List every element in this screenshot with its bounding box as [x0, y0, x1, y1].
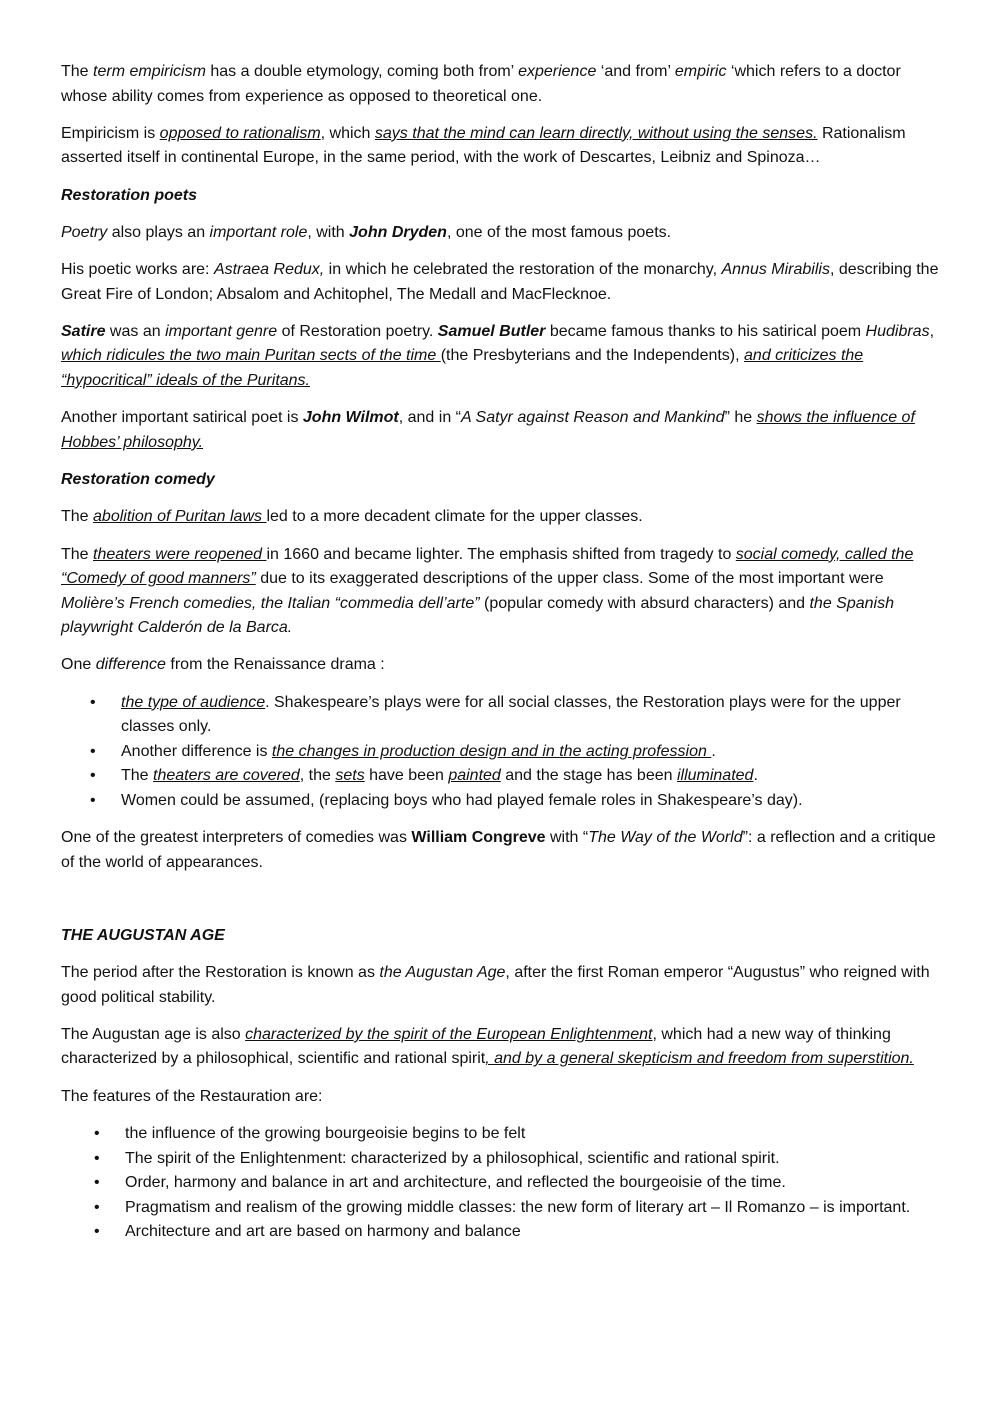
paragraph-poetry-dryden: Poetry also plays an important role, with John Dryden, one of the most famous poets. [61, 223, 672, 241]
list-item: • Pragmatism and realism of the growing middle classes: the new form of literary art – Il Romanzo – is important. [61, 1196, 941, 1221]
paragraph-augustan-period: The period after the Restoration is known as the Augustan Age, after the first Roman emperor “Augustus” who reigned with good political stability. [61, 964, 930, 1006]
heading-restoration-comedy: Restoration comedy [61, 471, 215, 489]
list-item: • Women could be assumed, (replacing boys who had played female roles in Shakespeare’s day). [61, 789, 941, 814]
paragraph-satire-butler: Satire was an important genre of Restoration poetry. Samuel Butler became famous thanks to his satirical poem Hudibras, which ridicules the two main Puritan sects of the time (the Presbyterians and the Independents), and criticizes the “hypocritical” ideals of the Puritans. [61, 322, 935, 389]
list-item: • the type of audience. Shakespeare’s plays were for all social classes, the Restoration plays were for the upper classes only. [61, 691, 941, 740]
features-list [61, 1122, 941, 1245]
paragraph-empiricism-rationalism: Empiricism is opposed to rationalism, which says that the mind can learn directly, without using the senses. Rationalism asserted itself in continental Europe, in the same period, with the work of Descartes, Leibniz and Spinoza… [61, 124, 906, 167]
paragraph-congreve: One of the greatest interpreters of comedies was William Congreve with “The Way of the World”: a reflection and a critique of the world of appearances. [61, 829, 936, 871]
list-item: • the influence of the growing bourgeoisie begins to be felt [61, 1122, 941, 1147]
spacer [61, 888, 941, 924]
list-item: • Architecture and art are based on harmony and balance [61, 1220, 941, 1245]
differences-list [61, 691, 941, 814]
paragraph-empiricism-etymology: The term empiricism has a double etymology, coming both from’ experience ‘and from’ empiric ‘which refers to a doctor whose ability comes from experience as opposed to theoretical one. [61, 63, 901, 105]
paragraph-poetic-works: His poetic works are: Astraea Redux, in which he celebrated the restoration of the monarchy, Annus Mirabilis, describing the Great Fire of London; Absalom and Achitophel, The Medall and MacFlecknoe. [61, 261, 939, 303]
document-page [61, 60, 941, 1257]
paragraph-difference-intro: One difference from the Renaissance drama : [61, 656, 385, 674]
heading-augustan-age: THE AUGUSTAN AGE [61, 926, 225, 944]
paragraph-features-intro: The features of the Restauration are: [61, 1087, 323, 1105]
list-item: • Another difference is the changes in production design and in the acting profession . [61, 740, 941, 765]
paragraph-wilmot: Another important satirical poet is John Wilmot, and in “A Satyr against Reason and Mankind” he shows the influence of Hobbes’ philosophy. [61, 409, 915, 451]
paragraph-enlightenment: The Augustan age is also characterized by the spirit of the European Enlightenment, which had a new way of thinking characterized by a philosophical, scientific and rational spirit, and by a general skepticism and freedom from superstition. [61, 1025, 914, 1068]
list-item: • Order, harmony and balance in art and architecture, and reflected the bourgeoisie of the time. [61, 1171, 941, 1196]
list-item: • The spirit of the Enlightenment: characterized by a philosophical, scientific and rational spirit. [61, 1147, 941, 1172]
paragraph-abolition: The abolition of Puritan laws led to a more decadent climate for the upper classes. [61, 508, 643, 526]
heading-restoration-poets: Restoration poets [61, 186, 198, 204]
list-item: • The theaters are covered, the sets have been painted and the stage has been illuminated. [61, 764, 941, 789]
paragraph-theaters-reopened: The theaters were reopened in 1660 and became lighter. The emphasis shifted from tragedy to social comedy, called the “Comedy of good manners” due to its exaggerated descriptions of the upper class. Some of the most important were Molière’s French comedies, the Italian “commedia dell’arte” (popular comedy with absurd characters) and the Spanish playwright Calderón de la Barca. [61, 545, 914, 637]
